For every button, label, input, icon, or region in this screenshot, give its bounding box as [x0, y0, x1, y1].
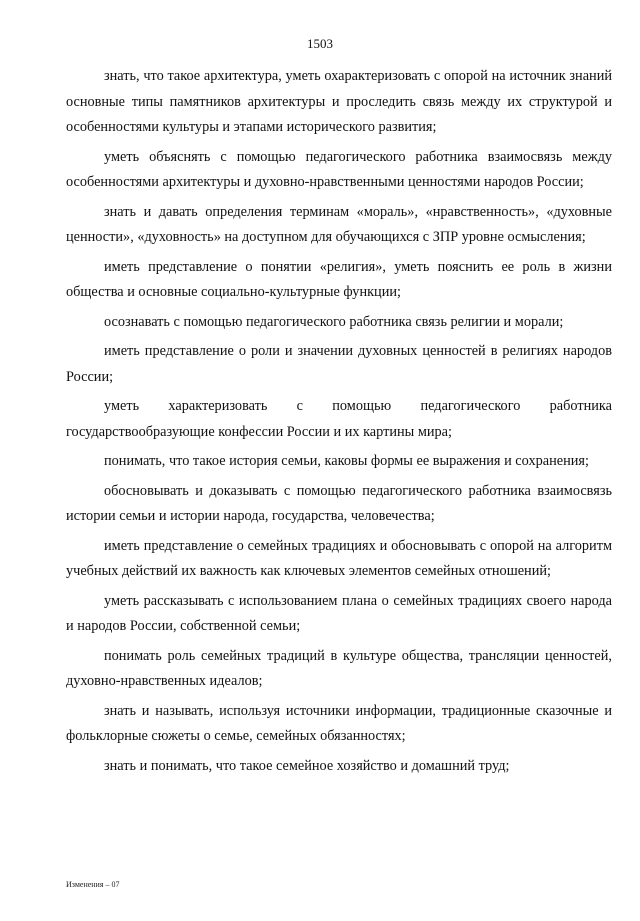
paragraph: уметь рассказывать с использованием плана о семейных традициях своего народа и народов России, собственной семьи; — [66, 592, 612, 634]
page-number: 1503 — [307, 36, 333, 51]
paragraph: иметь представление о понятии «религия», уметь пояснить ее роль в жизни общества и основные социально-культурные функции; — [66, 258, 612, 300]
footer-note: Изменения – 07 — [66, 880, 120, 889]
paragraph: обосновывать и доказывать с помощью педагогического работника взаимосвязь истории семьи и истории народа, государства, человечества; — [66, 482, 612, 524]
paragraph: иметь представление о семейных традициях и обосновывать с опорой на алгоритм учебных действий их важность как ключевых элементов семейных отношений; — [66, 537, 612, 579]
paragraph: понимать, что такое история семьи, каковы формы ее выражения и сохранения; — [104, 453, 589, 469]
paragraph: знать и называть, используя источники информации, традиционные сказочные и фольклорные сюжеты о семье, семейных обязанностях; — [66, 702, 612, 744]
document-body — [66, 64, 612, 783]
paragraph: осознавать с помощью педагогического работника связь религии и морали; — [104, 313, 564, 330]
paragraph: уметь характеризовать с помощью педагогического работника государствообразующие конфессии России и их картины мира; — [66, 398, 612, 440]
paragraph: иметь представление о роли и значении духовных ценностей в религиях народов России; — [66, 343, 612, 385]
paragraph: понимать роль семейных традиций в культуре общества, трансляции ценностей, духовно-нравственных идеалов; — [66, 647, 612, 689]
paragraph: уметь объяснять с помощью педагогического работника взаимосвязь между особенностями архитектуры и духовно-нравственными ценностями народов России; — [66, 148, 612, 190]
paragraph: знать и давать определения терминам «мораль», «нравственность», «духовные ценности», «духовность» на доступном для обучающихся с ЗПР уровне осмысления; — [66, 203, 612, 245]
paragraph: знать и понимать, что такое семейное хозяйство и домашний труд; — [104, 757, 510, 774]
paragraph: знать, что такое архитектура, уметь охарактеризовать с опорой на источник знаний основные типы памятников архитектуры и проследить связь между их структурой и особенностями культуры и этапами исторического развития; — [66, 68, 612, 135]
